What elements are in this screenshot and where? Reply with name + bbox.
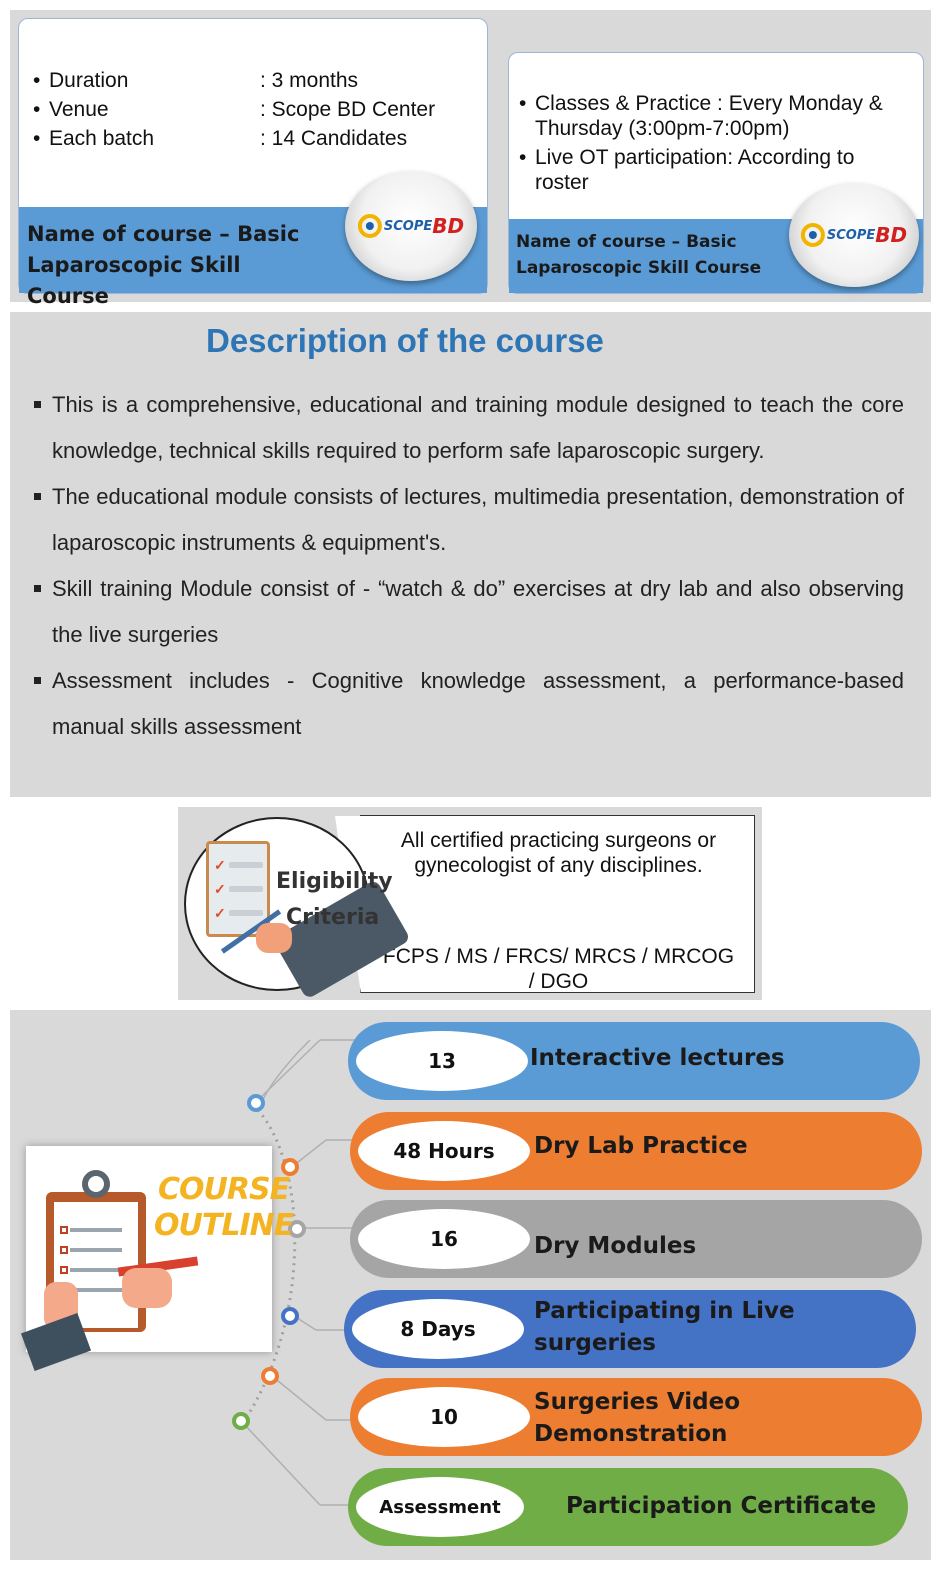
detail-value: : 3 months (260, 69, 359, 92)
timeline-dot (281, 1307, 299, 1325)
outline-value: 16 (358, 1209, 530, 1269)
eligibility-degrees: FCPS / MS / FRCS/ MRCS / MRCOG / DGO (382, 945, 735, 993)
outline-label: Dry Modules (534, 1233, 697, 1259)
course-info-section (10, 10, 931, 308)
detail-venue: • Venue : Scope BD Center (27, 95, 487, 124)
course-info-card-1 (18, 18, 488, 308)
outline-item-video-demo (350, 1378, 922, 1456)
timeline-dot (261, 1367, 279, 1385)
description-item: This is a comprehensive, educational and training module designed to teach the core knowledge, technical skills required to perform safe laparoscopic surgery. (34, 382, 904, 474)
outline-value: 13 (356, 1031, 528, 1091)
check-icon: ✓ (214, 905, 226, 921)
description-item: The educational module consists of lectures, multimedia presentation, demonstration of laparoscopic instruments & equipment's. (34, 474, 904, 566)
schedule-live-ot: • Live OT participation: According to roster (513, 145, 913, 195)
description-section (10, 312, 931, 797)
scope-bd-logo: SCOPE BD (345, 171, 477, 281)
logo-ring-icon (801, 223, 825, 247)
description-item: Skill training Module consist of - “watch & do” exercises at dry lab and also observing the live surgeries (34, 566, 904, 658)
eligibility-clipboard-illustration (184, 817, 393, 991)
outline-item-certificate (348, 1468, 908, 1546)
description-list (34, 382, 904, 750)
outline-value: Assessment (356, 1477, 524, 1537)
check-icon: ✓ (214, 881, 226, 897)
detail-duration: • Duration : 3 months (27, 66, 487, 95)
detail-value: : 14 Candidates (260, 127, 408, 150)
outline-value: 8 Days (352, 1299, 524, 1359)
outline-value: 48 Hours (358, 1121, 530, 1181)
outline-label: Surgeries Video Demonstration (534, 1389, 741, 1447)
course-outline-word-2: OUTLINE (154, 1208, 294, 1243)
course-outline-illustration (26, 1146, 294, 1352)
logo-ring-icon (358, 214, 382, 238)
description-title: Description of the course (206, 322, 604, 359)
eligibility-text: All certified practicing surgeons or gynecologist of any disciplines. (400, 829, 717, 877)
scope-bd-logo: SCOPE BD (789, 183, 919, 287)
outline-item-dry-modules (350, 1200, 922, 1278)
outline-value: 10 (358, 1387, 530, 1447)
outline-label: Participating in Live surgeries (534, 1298, 795, 1356)
timeline-dot (232, 1412, 250, 1430)
course-name: Name of course – Basic Laparoscopic Skill Course (516, 232, 762, 278)
outline-item-live-surgeries (344, 1290, 916, 1368)
detail-batch: • Each batch : 14 Candidates (27, 124, 487, 153)
description-item: Assessment includes - Cognitive knowledge assessment, a performance-based manual skills assessment (34, 658, 904, 750)
eligibility-section (178, 807, 762, 1000)
schedule-classes: • Classes & Practice : Every Monday & Thursday (3:00pm-7:00pm) (513, 91, 913, 141)
course-details-list (27, 66, 487, 153)
outline-item-lectures (348, 1022, 920, 1100)
eligibility-word: Eligibility (276, 869, 393, 894)
hand-graphic (122, 1268, 172, 1308)
outline-item-dry-lab (350, 1112, 922, 1190)
course-outline-section (10, 1010, 931, 1560)
outline-label: Participation Certificate (566, 1493, 877, 1519)
outline-label: Dry Lab Practice (534, 1133, 748, 1159)
criteria-word: Criteria (286, 905, 380, 930)
clip-ring-icon (82, 1170, 110, 1198)
timeline-dot (247, 1094, 265, 1112)
eligibility-callout (360, 815, 755, 993)
course-name: Name of course – Basic Laparoscopic Skill Course (27, 222, 300, 308)
course-outline-word-1: COURSE (158, 1172, 290, 1207)
detail-value: : Scope BD Center (260, 98, 436, 121)
outline-label: Interactive lectures (530, 1045, 785, 1071)
check-icon: ✓ (214, 857, 226, 873)
course-info-card-2 (508, 52, 924, 294)
